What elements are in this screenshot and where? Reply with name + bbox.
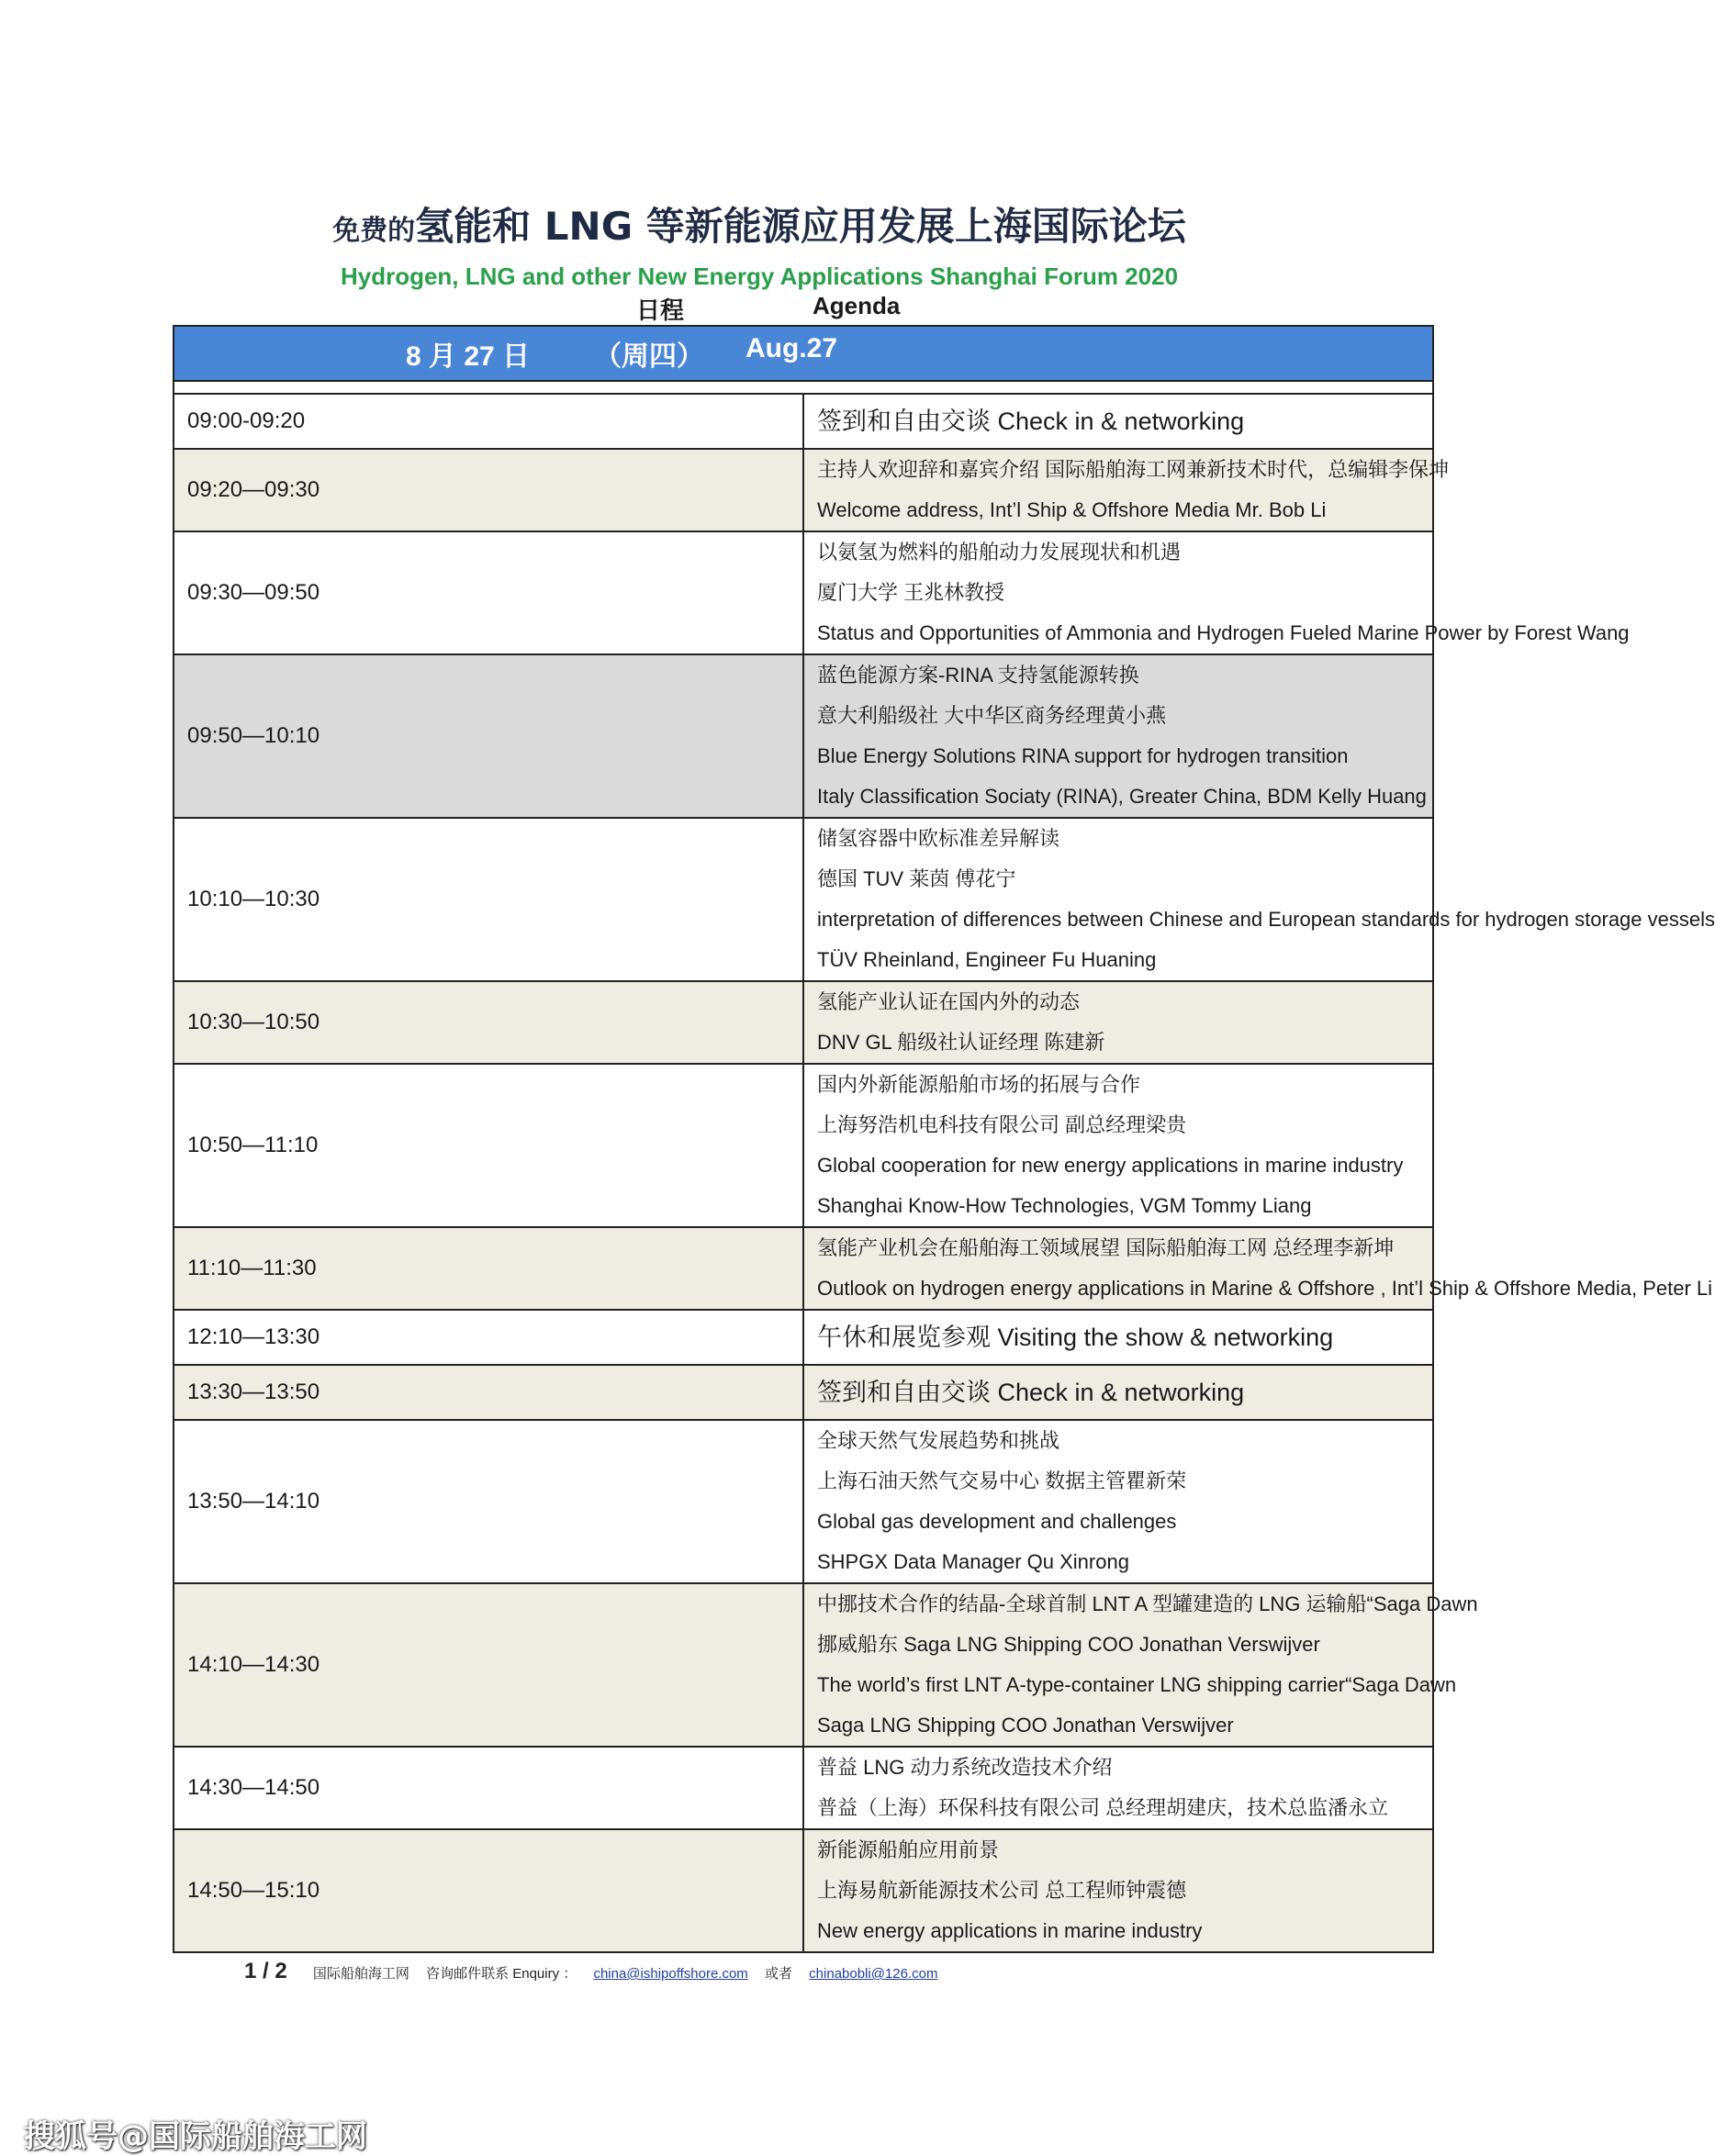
agenda-line: 签到和自由交谈 Check in & networking	[817, 408, 1245, 435]
agenda-line: Outlook on hydrogen energy applications in Marine & Offshore , Int’l Ship & Offshore Media, Peter Li	[817, 1277, 1713, 1300]
agenda-content	[803, 1365, 1433, 1420]
agenda-time: 09:50—10:10	[174, 654, 803, 818]
agenda-line: The world’s first LNT A-type-container LNG shipping carrier“Saga Dawn	[817, 1673, 1457, 1696]
agenda-time: 10:50—11:10	[174, 1064, 803, 1227]
agenda-content	[803, 1420, 1433, 1583]
agenda-time: 11:10—11:30	[174, 1227, 803, 1310]
day-date: 8 月 27 日	[406, 341, 531, 372]
agenda-content	[803, 1829, 1433, 1952]
agenda-content	[803, 1227, 1713, 1310]
agenda-time: 14:30—14:50	[174, 1747, 803, 1829]
day-header-cell	[174, 326, 1433, 381]
header-spacer	[174, 381, 1433, 394]
agenda-row	[174, 1583, 1433, 1747]
title-english: Hydrogen, LNG and other New Energy Applications Shanghai Forum 2020	[340, 263, 1179, 290]
agenda-content	[803, 654, 1433, 818]
agenda-line: 签到和自由交谈 Check in & networking	[817, 1379, 1245, 1406]
agenda-line: Status and Opportunities of Ammonia and Hydrogen Fueled Marine Power by Forest Wang	[817, 621, 1630, 644]
agenda-content	[803, 1583, 1478, 1747]
agenda-line: Italy Classification Sociaty (RINA), Greater China, BDM Kelly Huang	[817, 785, 1427, 808]
agenda-line: Shanghai Know-How Technologies, VGM Tommy Liang	[817, 1194, 1312, 1217]
agenda-line: 上海石油天然气交易中心 数据主管瞿新荣	[817, 1469, 1187, 1492]
agenda-content	[803, 394, 1433, 449]
agenda-row	[174, 654, 1433, 818]
footer-contact: 咨询邮件联系 Enquiry ：	[426, 1966, 577, 1982]
agenda-content	[803, 818, 1715, 981]
agenda-line: 午休和展览参观 Visiting the show & networking	[817, 1324, 1334, 1351]
agenda-time: 10:30—10:50	[174, 981, 803, 1064]
agenda-row	[174, 1829, 1433, 1952]
agenda-line: Welcome address, Int’l Ship & Offshore Media Mr. Bob Li	[817, 498, 1327, 521]
email-link-1[interactable]: china@ishipoffshore.com	[593, 1966, 748, 1982]
agenda-content	[803, 981, 1433, 1064]
agenda-line: 氢能产业机会在船舶海工领域展望 国际船舶海工网 总经理李新坤	[817, 1236, 1395, 1259]
agenda-row	[174, 1064, 1433, 1227]
agenda-row	[174, 1227, 1433, 1310]
agenda-time: 13:30—13:50	[174, 1365, 803, 1420]
title-main: 氢能和 LNG 等新能源应用发展上海国际论坛	[415, 204, 1186, 249]
agenda-row	[174, 818, 1433, 981]
agenda-line: 厦门大学 王兆林教授	[817, 581, 1005, 604]
agenda-line: 储氢容器中欧标准差异解读	[817, 827, 1060, 850]
email-link-2[interactable]: chinabobli@126.com	[809, 1966, 938, 1982]
page-number: 1 / 2	[244, 1959, 287, 1983]
agenda-time: 12:10—13:30	[174, 1310, 803, 1365]
agenda-line: 上海努浩机电科技有限公司 副总经理梁贵	[817, 1113, 1187, 1136]
agenda-line: Saga LNG Shipping COO Jonathan Verswijver	[817, 1714, 1234, 1737]
agenda-row	[174, 981, 1433, 1064]
title-block	[0, 204, 1519, 293]
agenda-line: 国内外新能源船舶市场的拓展与合作	[817, 1073, 1141, 1096]
agenda-row	[174, 394, 1433, 449]
agenda-time: 14:10—14:30	[174, 1583, 803, 1747]
agenda-row	[174, 449, 1433, 531]
watermark: 搜狐号@国际船舶海工网	[24, 2118, 367, 2155]
agenda-heading-en: Agenda	[813, 292, 901, 319]
agenda-line: 主持人欢迎辞和嘉宾介绍 国际船舶海工网兼新技术时代，总编辑李保坤	[817, 458, 1450, 481]
agenda-line: 上海易航新能源技术公司 总工程师钟震德	[817, 1879, 1187, 1902]
agenda-content	[803, 1747, 1433, 1829]
agenda-line: 全球天然气发展趋势和挑战	[817, 1429, 1060, 1452]
agenda-heading	[0, 292, 1519, 323]
agenda-content	[803, 531, 1630, 654]
agenda-time: 09:20—09:30	[174, 449, 803, 531]
agenda-line: DNV GL 船级社认证经理 陈建新	[817, 1031, 1105, 1054]
footer-org: 国际船舶海工网	[312, 1966, 409, 1982]
agenda-line: 普益 LNG 动力系统改造技术介绍	[817, 1756, 1113, 1779]
agenda-content	[803, 1064, 1433, 1227]
agenda-line: 挪威船东 Saga LNG Shipping COO Jonathan Verswijver	[817, 1633, 1320, 1656]
agenda-line: 蓝色能源方案-RINA 支持氢能源转换	[817, 664, 1139, 687]
agenda-heading-cn: 日程	[636, 297, 685, 325]
agenda-line: 氢能产业认证在国内外的动态	[817, 990, 1081, 1013]
agenda-line: New energy applications in marine industry	[817, 1919, 1203, 1942]
day-header-row	[174, 326, 1433, 381]
agenda-row	[174, 1310, 1433, 1365]
agenda-row	[174, 1747, 1433, 1829]
agenda-line: Global gas development and challenges	[817, 1510, 1177, 1533]
title-chinese	[0, 204, 1519, 254]
page-footer	[244, 1959, 950, 1986]
agenda-line: 中挪技术合作的结晶-全球首制 LNT A 型罐建造的 LNG 运输船“Saga Dawn	[817, 1592, 1478, 1615]
agenda-content	[803, 449, 1450, 531]
agenda-line: 普益（上海）环保科技有限公司 总经理胡建庆，技术总监潘永立	[817, 1796, 1389, 1819]
agenda-line: 新能源船舶应用前景	[817, 1838, 1000, 1861]
agenda-time: 10:10—10:30	[174, 818, 803, 981]
agenda-line: Blue Energy Solutions RINA support for hydrogen transition	[817, 744, 1349, 767]
agenda-time: 09:30—09:50	[174, 531, 803, 654]
agenda-line: 以氨氢为燃料的船舶动力发展现状和机遇	[817, 541, 1182, 564]
agenda-row	[174, 1420, 1433, 1583]
agenda-line: Global cooperation for new energy applications in marine industry	[817, 1154, 1404, 1177]
agenda-row	[174, 1365, 1433, 1420]
agenda-time: 14:50—15:10	[174, 1829, 803, 1952]
agenda-line: TÜV Rheinland, Engineer Fu Huaning	[817, 948, 1157, 971]
agenda-time: 13:50—14:10	[174, 1420, 803, 1583]
agenda-time: 09:00-09:20	[174, 394, 803, 449]
footer-or: 或者	[764, 1966, 792, 1982]
agenda-line: interpretation of differences between Chinese and European standards for hydrogen storage vessels	[817, 908, 1715, 931]
agenda-content	[803, 1310, 1433, 1365]
agenda-line: 德国 TUV 莱茵 傅花宁	[817, 867, 1016, 890]
agenda-table	[173, 325, 1715, 1953]
agenda-row	[174, 531, 1433, 654]
agenda-line: 意大利船级社 大中华区商务经理黄小燕	[817, 704, 1167, 727]
title-prefix: 免费的	[332, 215, 416, 247]
agenda-line: SHPGX Data Manager Qu Xinrong	[817, 1550, 1129, 1573]
day-weekday: （周四）	[594, 341, 704, 372]
day-date-en: Aug.27	[745, 333, 838, 363]
